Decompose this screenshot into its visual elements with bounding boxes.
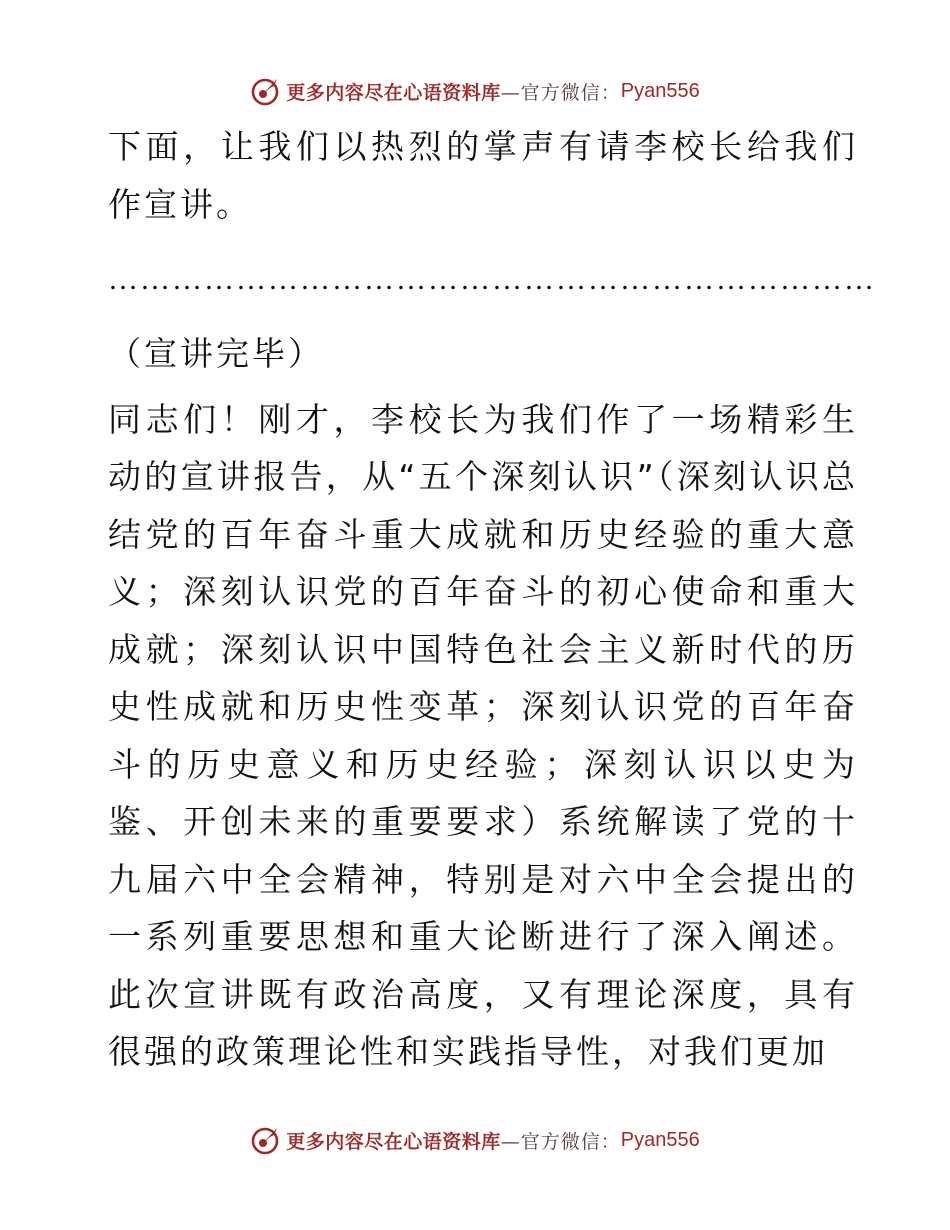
watermark-separator: —官方微信： <box>500 1130 621 1153</box>
quill-logo-icon <box>250 1125 280 1155</box>
speech-end-note: （宣讲完毕） <box>108 334 324 373</box>
quill-logo-icon <box>250 76 280 106</box>
watermark-separator: —官方微信： <box>500 81 621 104</box>
summary-paragraph: 同志们！刚才，李校长为我们作了一场精彩生动的宣讲报告，从“五个深刻认识”（深刻认识总结党的百年奋斗重大成就和历史经验的重大意义；深刻认识党的百年奋斗的初心使命和重大成就；深刻认识中国特色社会主义新时代的历史性成就和历史性变革；深刻认识党的百年奋斗的历史意义和历史经验；深刻认识以史为鉴、开创未来的重要要求）系统解读了党的十九届六中全会精神，特别是对六中全会提出的一系列重要思想和重大论断进行了深入阐述。此次宣讲既有政治高度，又有理论深度，具有很强的政策理论性和实践指导性，对我们更加 <box>108 399 858 1071</box>
document-body <box>98 118 876 1081</box>
ellipsis-line: ……………………………………………………………… <box>108 263 876 296</box>
wechat-id: Pyan556 <box>620 79 700 102</box>
watermark-text: 更多内容尽在心语资料库 <box>286 1130 501 1153</box>
intro-paragraph: 下面，让我们以热烈的掌声有请李校长给我们作宣讲。 <box>108 127 858 224</box>
watermark-text: 更多内容尽在心语资料库 <box>286 81 501 104</box>
wechat-id: Pyan556 <box>620 1128 700 1151</box>
footer-watermark <box>0 1120 950 1160</box>
header-watermark <box>0 71 950 111</box>
